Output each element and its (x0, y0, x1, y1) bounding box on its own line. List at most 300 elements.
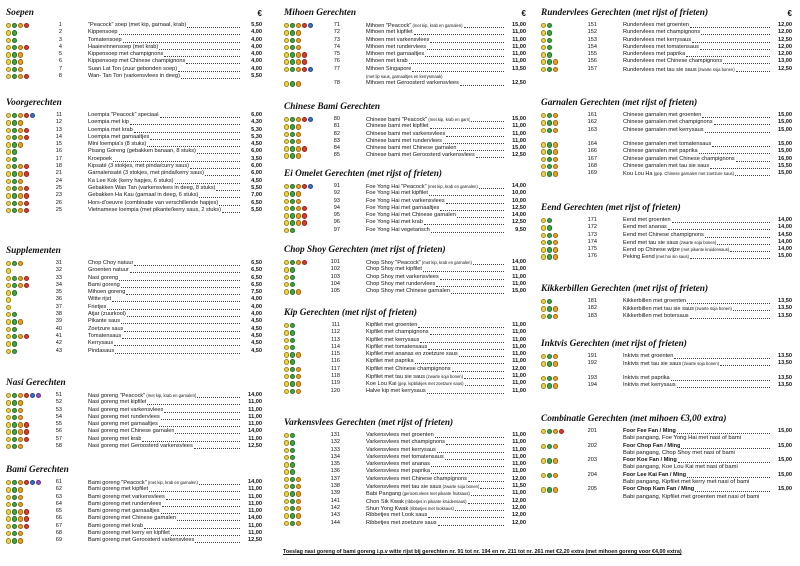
item-name (366, 281, 435, 288)
item-number: 161 (587, 112, 597, 118)
item-name-text: Kipfilet met Chinese champignons (366, 365, 451, 372)
menu-item (541, 127, 794, 134)
leader-dots (113, 156, 240, 162)
item-number: 168 (587, 163, 597, 170)
allergen-yellow-icon (6, 193, 11, 198)
leader-dots (443, 138, 504, 144)
allergen-yellow-icon (6, 171, 11, 176)
allergen-orange-icon (18, 59, 23, 64)
allergen-yellow-icon (284, 345, 289, 350)
menu-item (541, 494, 794, 501)
item-number: 134 (330, 453, 340, 460)
item-name-text: Hors-d'oeuvre (combinatie van verschillende hapjes) (88, 199, 219, 206)
allergen-yellow-icon (284, 67, 289, 72)
allergen-green-icon (290, 206, 295, 211)
menu-item (541, 112, 794, 119)
allergen-icons (6, 74, 29, 79)
allergen-icons (284, 132, 301, 137)
allergen-yellow-icon (6, 327, 11, 332)
item-price: 7,50 (251, 289, 262, 296)
item-name-text: Rundervlees met Chinese champignons (623, 58, 723, 65)
leader-dots (710, 163, 770, 169)
allergen-green-icon (547, 59, 552, 64)
allergen-green-icon (12, 208, 17, 213)
item-name (88, 112, 159, 119)
item-price: 11,00 (248, 530, 262, 537)
allergen-icons (6, 179, 23, 184)
allergen-green-icon (12, 341, 17, 346)
menu-item (284, 281, 528, 288)
euro-sign: € (257, 9, 262, 18)
allergen-icons (541, 67, 558, 72)
item-name-text: Loempia met kip (88, 119, 130, 126)
item-number: 183 (587, 312, 597, 319)
leader-dots (701, 29, 770, 35)
item-name-text: Tomatensaus (88, 332, 122, 339)
leader-dots (705, 127, 770, 133)
menu-item (541, 246, 794, 253)
leader-dots (107, 304, 240, 310)
allergen-icons (284, 352, 301, 357)
item-name-text: Varkensvlees met champignons (366, 439, 445, 446)
item-name-text: Kou Lou Ha (623, 171, 653, 178)
menu-item (284, 468, 528, 475)
allergen-green-icon (12, 186, 17, 191)
allergen-icons (6, 319, 23, 324)
item-name (88, 127, 133, 134)
item-name (88, 537, 194, 544)
item-price: 13,50 (512, 65, 526, 72)
item-name (623, 217, 671, 224)
allergen-icons (6, 113, 35, 118)
item-price: 4,00 (251, 36, 262, 43)
allergen-green-icon (12, 283, 17, 288)
allergen-yellow-icon (541, 458, 546, 463)
allergen-yellow-icon (541, 171, 546, 176)
allergen-green-icon (12, 193, 17, 198)
menu-item (284, 212, 528, 219)
menu-item (6, 340, 264, 347)
menu-item (284, 183, 528, 190)
leader-dots (427, 44, 504, 50)
allergen-icons (6, 393, 41, 398)
item-number: 1 (58, 22, 62, 28)
leader-dots (121, 282, 240, 288)
item-price: 11,00 (512, 336, 526, 343)
item-note: (gep. kipblokjes met zoetzure saus) (396, 381, 464, 387)
item-price: 11,00 (512, 329, 526, 336)
allergen-red-icon (24, 113, 29, 118)
section-title: Voorgerechten (6, 98, 62, 108)
item-price: 11,00 (248, 413, 262, 420)
item-name-text: Kipfilet met paprika (366, 358, 414, 365)
leader-dots (149, 486, 240, 492)
item-note: (met kip, krab en garnalen) (411, 23, 463, 28)
allergen-red-icon (302, 117, 307, 122)
item-list (541, 217, 794, 261)
item-name-text: Mini loempia's (8 stuks) (88, 141, 147, 148)
item-price: 14,00 (778, 238, 792, 245)
item-name (366, 388, 426, 395)
item-price: 12,00 (778, 22, 792, 28)
item-price: 14,00 (248, 392, 262, 398)
allergen-icons (6, 149, 17, 154)
menu-item (6, 260, 264, 267)
item-note: (met kip, krab en garnalen) (145, 393, 197, 398)
menu-item (6, 267, 264, 274)
allergen-orange-icon (553, 149, 558, 154)
leader-dots (197, 148, 240, 154)
item-name-text: Foor Koe Fan / Ming (623, 457, 677, 464)
item-name-text: Mihoen met varkensvlees (366, 36, 430, 43)
section-inktvis (541, 339, 794, 389)
item-name (366, 51, 424, 58)
allergen-icons (6, 305, 11, 310)
item-price: 9,50 (515, 226, 526, 233)
allergen-icons (6, 495, 23, 500)
leader-dots (130, 267, 240, 273)
allergen-yellow-icon (541, 354, 546, 359)
allergen-red-icon (302, 67, 307, 72)
menu-item (6, 392, 264, 399)
allergen-green-icon (12, 437, 17, 442)
menu-item (541, 217, 794, 224)
allergen-orange-icon (296, 67, 301, 72)
item-number: 116 (331, 358, 340, 365)
allergen-orange-icon (18, 179, 23, 184)
allergen-green-icon (12, 334, 17, 339)
combo-description: Babi pangang, Foe Yong Hai met nasi of bami (623, 435, 741, 442)
allergen-yellow-icon (6, 164, 11, 169)
allergen-icons (6, 276, 29, 281)
allergen-orange-icon (553, 240, 558, 245)
allergen-green-icon (290, 59, 295, 64)
allergen-icons (284, 213, 307, 218)
item-number: 204 (587, 471, 597, 478)
item-list (541, 353, 794, 389)
allergen-green-icon (290, 323, 295, 328)
item-number: 182 (587, 305, 597, 312)
item-name-text: Chinese bami met Chinese garnalen (366, 145, 457, 152)
item-name-text: Koe Lou Kai (366, 381, 397, 388)
item-name (366, 123, 429, 130)
allergen-green-icon (290, 499, 295, 504)
allergen-green-icon (12, 408, 17, 413)
allergen-green-icon (290, 513, 295, 518)
menu-item (284, 152, 528, 159)
item-number: 25 (55, 206, 62, 213)
leader-dots (695, 486, 770, 492)
item-name-text: Inktvis met kerrysaus (623, 382, 676, 389)
allergen-orange-icon (553, 171, 558, 176)
allergen-yellow-icon (284, 374, 289, 379)
item-number: 39 (55, 318, 62, 325)
menu-item (6, 436, 264, 443)
item-price: 14,00 (778, 224, 792, 231)
item-price: 4,00 (251, 58, 262, 65)
item-price: 11,00 (248, 435, 262, 442)
leader-dots (147, 141, 240, 147)
menu-item (284, 123, 528, 130)
allergen-green-icon (290, 146, 295, 151)
item-price: 11,00 (512, 266, 526, 273)
allergen-orange-icon (296, 499, 301, 504)
allergen-yellow-icon (6, 142, 11, 147)
item-number: 102 (330, 266, 340, 273)
allergen-orange-icon (296, 206, 301, 211)
item-price: 11,00 (248, 399, 262, 406)
item-price: 13,50 (778, 298, 792, 304)
item-price: 11,00 (512, 137, 526, 144)
menu-item (6, 421, 264, 428)
allergen-yellow-icon (6, 186, 11, 191)
allergen-green-icon (290, 455, 295, 460)
item-name-text: Mihoen "Peacock" (366, 23, 412, 29)
item-price: 7,00 (251, 192, 262, 199)
item-name (366, 520, 437, 527)
item-name (366, 274, 439, 281)
item-name (88, 178, 174, 185)
leader-dots (418, 322, 504, 328)
combo-description: Babi pangang, Chop Shoy met nasi of bami (623, 449, 735, 456)
item-list (6, 260, 264, 355)
allergen-purple-icon (36, 480, 41, 485)
item-name-text: Suan Lat Ton (zuur gebonden soep) (88, 65, 178, 72)
allergen-icons (284, 282, 295, 287)
item-name (366, 205, 439, 212)
item-price: 10,00 (512, 190, 526, 197)
item-name (623, 486, 694, 493)
allergen-icons (541, 164, 558, 169)
item-price: 5,50 (251, 73, 262, 80)
leader-dots (451, 288, 504, 294)
item-name-text: Bami goreng met Geroosterd varkensvlees (88, 537, 195, 544)
item-name (88, 29, 118, 36)
item-number: 117 (331, 365, 340, 372)
combo-description: Babi pangang, Kipfilet met kerry met nasi of bami (623, 479, 750, 486)
section-title: Supplementen (6, 246, 61, 256)
allergen-red-icon (24, 509, 29, 514)
leader-dots (677, 382, 770, 388)
allergen-orange-icon (296, 521, 301, 526)
allergen-yellow-icon (6, 400, 11, 405)
section-title: Combinatie Gerechten (met mihoen €3,00 extra) (541, 414, 727, 424)
leader-dots (420, 337, 504, 343)
allergen-icons (6, 509, 29, 514)
item-name-text: Haaievinnensoep (met krab) (88, 43, 159, 50)
leader-dots (446, 198, 504, 204)
allergen-yellow-icon (6, 67, 11, 72)
allergen-green-icon (290, 228, 295, 233)
item-price: 12,50 (512, 204, 526, 211)
allergen-red-icon (24, 422, 29, 427)
allergen-icons (284, 345, 295, 350)
leader-dots (429, 190, 504, 196)
item-note: (met lip saus, garnaaltjes en kerrysmaak) (366, 74, 443, 80)
leader-dots (446, 131, 504, 137)
menu-item (541, 435, 794, 442)
item-number: 131 (330, 432, 340, 438)
item-name (88, 73, 180, 80)
item-name-text: Chinese garnalen met tau sie saus (623, 163, 710, 170)
allergen-yellow-icon (284, 59, 289, 64)
allergen-icons (6, 142, 23, 147)
item-name (88, 289, 125, 296)
item-number: 92 (333, 190, 340, 197)
item-name (623, 353, 673, 360)
allergen-orange-icon (296, 389, 301, 394)
combo-description: Babi pangang, Kipfilet met groenten met nasi of bami (623, 493, 760, 500)
menu-item (284, 190, 528, 197)
item-price: 5,30 (251, 126, 262, 133)
allergen-orange-icon (553, 120, 558, 125)
allergen-icons (541, 473, 558, 478)
allergen-orange-icon (296, 491, 301, 496)
item-number: 139 (330, 490, 340, 497)
item-price: 11,00 (512, 461, 526, 468)
item-price: 11,00 (512, 322, 526, 328)
menu-item (284, 344, 528, 351)
item-name (623, 141, 711, 148)
item-number: 72 (333, 29, 340, 36)
item-name (623, 66, 735, 74)
allergen-yellow-icon (6, 201, 11, 206)
allergen-icons (541, 458, 558, 463)
leader-dots (119, 275, 240, 281)
allergen-orange-icon (553, 164, 558, 169)
allergen-green-icon (547, 473, 552, 478)
item-name (88, 267, 129, 274)
allergen-red-icon (24, 135, 29, 140)
allergen-icons (284, 275, 295, 280)
item-number: 105 (330, 288, 340, 295)
item-name-text: Bami goreng met varkensvlees (88, 493, 165, 500)
item-name-text: Rundervlees met tomatensaus (623, 43, 699, 50)
allergen-icons (541, 218, 552, 223)
item-price: 4,00 (251, 296, 262, 303)
item-name (88, 436, 141, 443)
item-name-text: Mihoen goreng (88, 289, 126, 296)
item-name-text: Foe Yong Hai met Chinese garnalen (366, 212, 456, 219)
item-price: 11,00 (512, 358, 526, 365)
allergen-yellow-icon (284, 455, 289, 460)
leader-dots (460, 80, 504, 86)
allergen-icons (6, 23, 29, 28)
allergen-yellow-icon (541, 218, 546, 223)
leader-dots (720, 360, 770, 366)
allergen-orange-icon (296, 30, 301, 35)
allergen-green-icon (290, 199, 295, 204)
item-name (88, 192, 198, 199)
menu-item (6, 37, 264, 44)
menu-item (6, 333, 264, 340)
allergen-icons (541, 354, 558, 359)
allergen-yellow-icon (284, 440, 289, 445)
leader-dots (668, 224, 770, 230)
leader-dots (409, 58, 504, 64)
allergen-orange-icon (553, 59, 558, 64)
allergen-green-icon (12, 516, 17, 521)
leader-dots (162, 501, 240, 507)
item-name (366, 44, 426, 51)
menu-item (284, 490, 528, 497)
item-number: 194 (587, 382, 597, 389)
item-name (623, 253, 689, 261)
menu-item (284, 138, 528, 145)
item-number: 80 (333, 116, 340, 122)
item-name-text: Kipfilet met groenten (366, 322, 418, 328)
item-price: 6,00 (251, 112, 262, 118)
item-name-text: Pisang Goreng (gebakken banaan, 8 stuks) (88, 148, 196, 155)
allergen-orange-icon (18, 502, 23, 507)
item-name-text: Nasi goreng "Peacock" (88, 393, 146, 399)
allergen-icons (541, 299, 552, 304)
allergen-yellow-icon (284, 491, 289, 496)
allergen-icons (6, 312, 17, 317)
item-price: 11,00 (512, 29, 526, 36)
item-name (623, 112, 701, 119)
item-name (88, 282, 120, 289)
allergen-icons (6, 186, 29, 191)
menu-item (6, 508, 264, 515)
item-number: 5 (58, 51, 62, 58)
item-price: 11,00 (512, 432, 526, 438)
allergen-orange-icon (553, 383, 558, 388)
item-name (623, 163, 709, 170)
item-number: 118 (331, 373, 340, 380)
allergen-orange-icon (18, 393, 23, 398)
item-name (623, 382, 676, 389)
item-price: 13,50 (778, 312, 792, 319)
leader-dots (471, 116, 504, 122)
item-name-text: Nasi goreng met garnaaltjes (88, 421, 158, 428)
allergen-green-icon (290, 282, 295, 287)
menu-item (541, 472, 794, 479)
item-price: 4,50 (251, 332, 262, 339)
allergen-orange-icon (553, 354, 558, 359)
item-note: (met kip, krab en garnalen) (146, 480, 198, 485)
allergen-green-icon (12, 444, 17, 449)
allergen-green-icon (290, 469, 295, 474)
allergen-green-icon (547, 444, 552, 449)
allergen-yellow-icon (284, 282, 289, 287)
item-price: 4,50 (251, 347, 262, 354)
item-price: 11,00 (512, 380, 526, 387)
allergen-orange-icon (553, 247, 558, 252)
section-title: Ei Omelet Gerechten (met rijst of frieten) (284, 169, 443, 179)
leader-dots (471, 490, 504, 496)
item-name-text: Chop Shoy met rundervlees (366, 280, 436, 287)
allergen-orange-icon (553, 142, 558, 147)
leader-dots (142, 436, 240, 442)
item-price: 5,50 (251, 206, 262, 213)
item-list (284, 116, 528, 160)
allergen-yellow-icon (284, 117, 289, 122)
item-name (366, 351, 458, 358)
allergen-orange-icon (296, 191, 301, 196)
section-title: Rundervlees Gerechten (met rijst of frieten) € (541, 8, 792, 18)
allergen-orange-icon (18, 142, 23, 147)
item-name-text: Pindasaus (88, 347, 115, 354)
leader-dots (171, 530, 240, 536)
allergen-green-icon (12, 120, 17, 125)
allergen-yellow-icon (284, 52, 289, 57)
allergen-green-icon (547, 487, 552, 492)
item-name-text: Foor Lee Kai Fan / Ming (623, 471, 687, 478)
item-name-text: Loempia met garnaaltjes (88, 133, 150, 140)
leader-dots (186, 58, 240, 64)
allergen-red-icon (24, 393, 29, 398)
